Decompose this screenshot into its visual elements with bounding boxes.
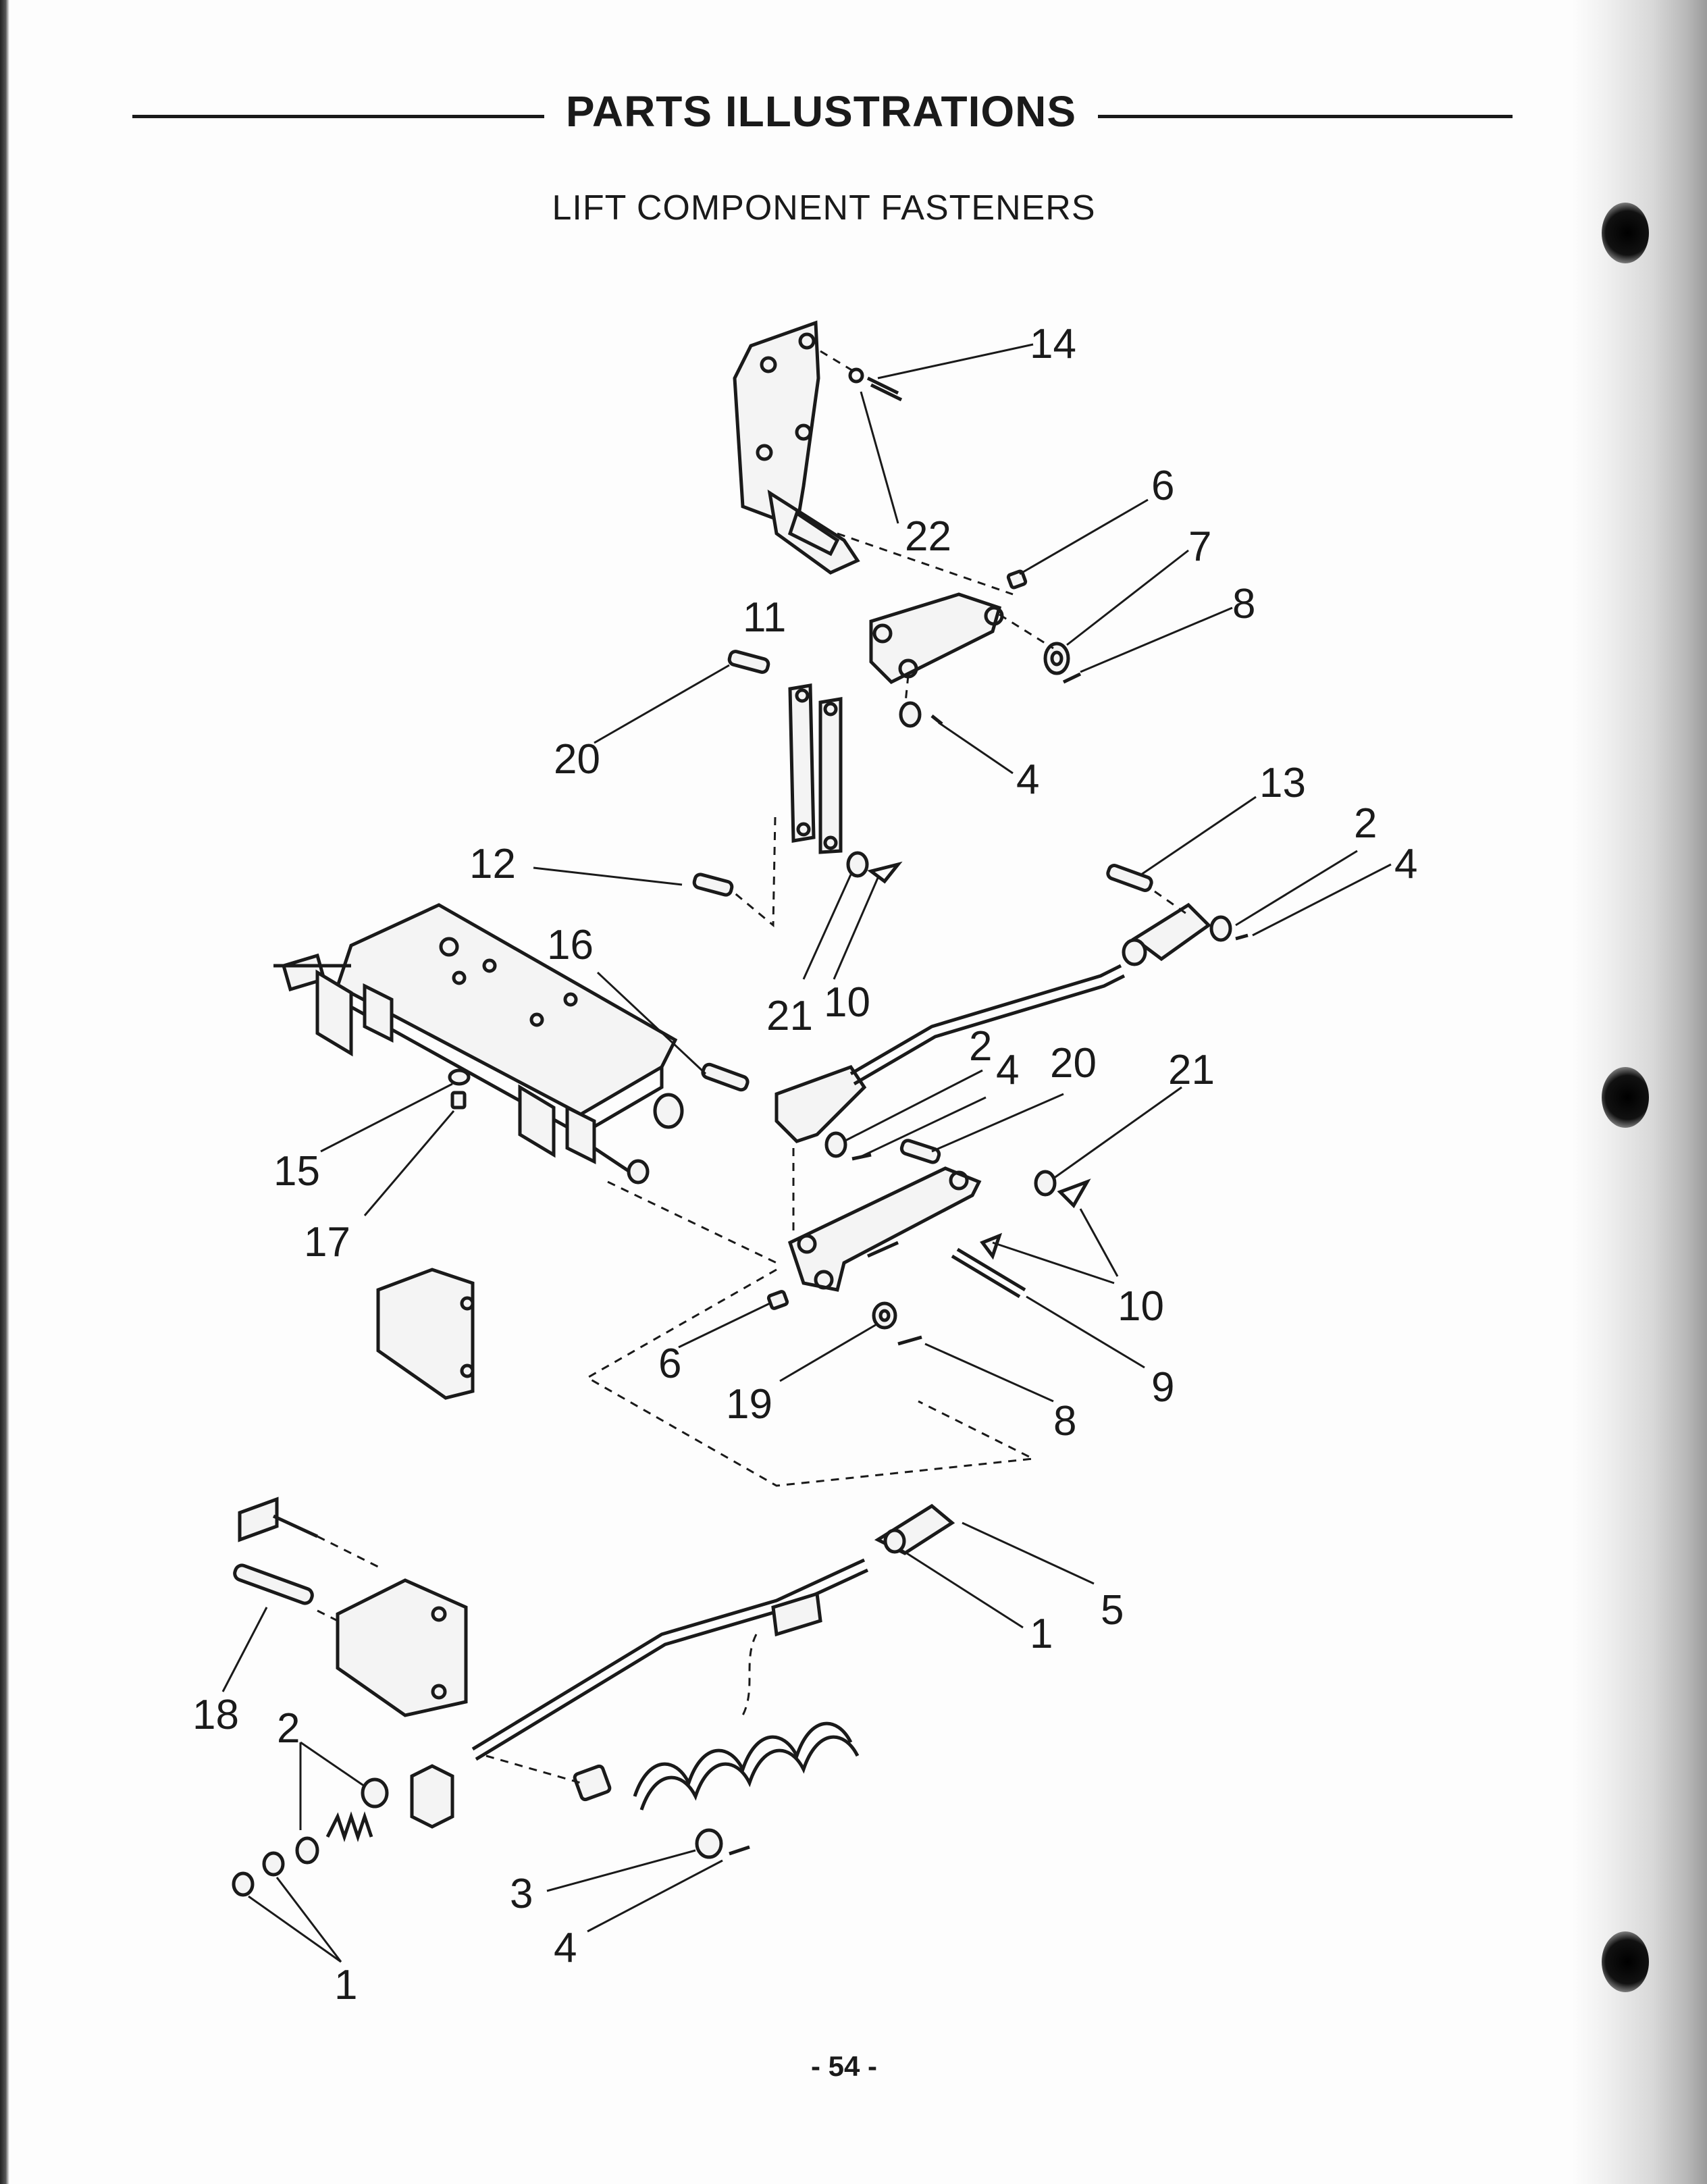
callout-21-mid: 21: [1168, 1047, 1215, 1093]
diagram-subtitle: LIFT COMPONENT FASTENERS: [552, 188, 1096, 228]
pin-6-top: [1007, 571, 1026, 588]
callout-20-top: 20: [554, 736, 600, 783]
pin-12: [693, 873, 733, 896]
washer-2-lower-b: [297, 1838, 317, 1863]
washer-2-lower-a: [363, 1779, 387, 1806]
callout-18: 18: [192, 1692, 239, 1738]
washer-4-top: [901, 703, 942, 726]
callout-2-lower: 2: [277, 1705, 300, 1752]
callout-14: 14: [1030, 321, 1076, 367]
callout-11: 11: [743, 594, 787, 641]
upper-clevis: [1124, 905, 1209, 964]
callout-17: 17: [304, 1219, 350, 1266]
callout-10-top: 10: [824, 979, 870, 1026]
adjusting-rod-lower: [473, 1560, 868, 1759]
leader-lines: [223, 344, 1391, 1962]
nut-1-lower-a: [264, 1853, 283, 1875]
callout-6-lower: 6: [658, 1341, 682, 1387]
pivot-bolt-upper: [240, 1499, 317, 1540]
callout-8-top: 8: [1232, 581, 1256, 627]
callout-4-mid: 4: [996, 1047, 1020, 1093]
nut-1-lower-b: [234, 1873, 253, 1895]
nut-1-rod: [885, 1530, 904, 1552]
page-number: - 54 -: [810, 2050, 878, 2082]
pin-6-lower: [768, 1291, 787, 1309]
cotter-8-top: [1063, 674, 1080, 682]
callout-4-top: 4: [1016, 756, 1040, 803]
channel-bracket-upper: [378, 1270, 473, 1398]
callout-1-lower: 1: [334, 1962, 358, 2008]
washer-21-top: [848, 853, 898, 881]
adjuster-block: [412, 1766, 452, 1827]
callout-21-top: 21: [766, 993, 813, 1039]
callout-20-mid: 20: [1050, 1040, 1097, 1087]
callout-8-lower: 8: [1053, 1398, 1077, 1445]
callout-9: 9: [1151, 1364, 1175, 1411]
pin-18: [233, 1563, 314, 1605]
spring-3: [635, 1723, 858, 1810]
lift-slide-assembly: [273, 905, 682, 1182]
callout-19: 19: [726, 1381, 772, 1428]
callout-5: 5: [1101, 1587, 1124, 1634]
channel-bracket-lower: [338, 1580, 466, 1715]
pin-20-mid: [900, 1139, 940, 1164]
callout-3: 3: [510, 1871, 533, 1917]
callout-16: 16: [547, 922, 594, 968]
callout-4-lower: 4: [554, 1925, 577, 1971]
washer-spring: [697, 1830, 750, 1857]
callout-22: 22: [905, 513, 951, 560]
bolt-16: [702, 1063, 750, 1091]
callout-15: 15: [273, 1148, 320, 1195]
cotter-8-lower: [898, 1337, 922, 1344]
page-title: PARTS ILLUSTRATIONS: [565, 87, 1077, 136]
pin-20-top: [728, 650, 769, 673]
callout-2-mid: 2: [969, 1023, 993, 1070]
callout-6-top: 6: [1151, 463, 1175, 509]
pin-13: [1107, 864, 1153, 891]
pin-9: [952, 1236, 1025, 1297]
callout-1-rod: 1: [1030, 1611, 1053, 1657]
callout-13: 13: [1259, 760, 1306, 806]
callout-12: 12: [469, 841, 516, 887]
callout-10-mid: 10: [1118, 1283, 1164, 1330]
screw-17: [452, 1093, 465, 1108]
washer-15: [450, 1070, 469, 1084]
washer-7: [1045, 644, 1068, 673]
callout-4-upper: 4: [1394, 841, 1418, 887]
compression-spring: [327, 1817, 371, 1837]
clevis-bracket: [777, 1067, 864, 1141]
lower-link-arm: [790, 1168, 979, 1290]
callout-2-upper: 2: [1354, 800, 1377, 847]
upper-link-arm: [871, 594, 1002, 682]
vertical-link-pair: [790, 685, 841, 852]
callout-7: 7: [1188, 523, 1212, 570]
washer-21-mid: [1036, 1172, 1087, 1205]
